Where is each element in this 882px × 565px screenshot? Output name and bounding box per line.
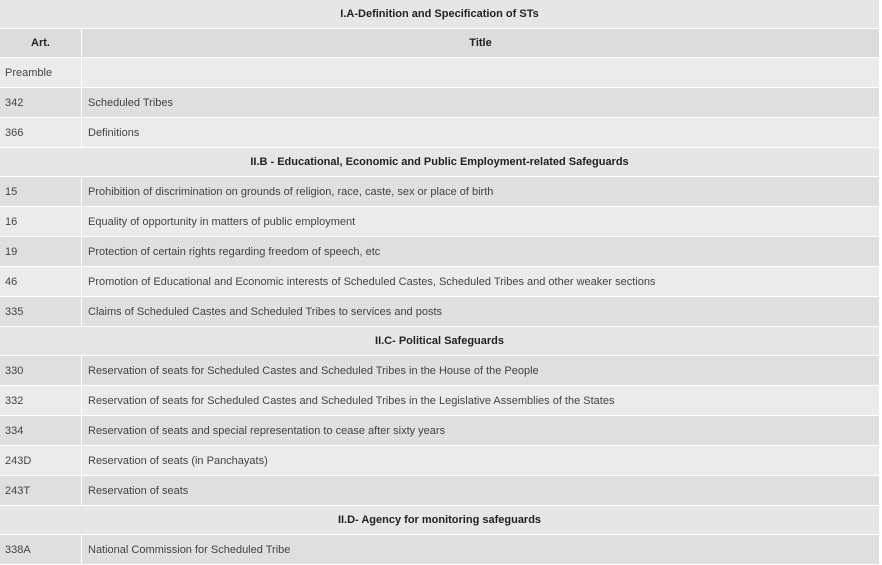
article-title: National Commission for Scheduled Tribe	[82, 535, 880, 565]
article-title: Reservation of seats for Scheduled Castes and Scheduled Tribes in the House of the People	[82, 356, 880, 386]
article-title: Reservation of seats and special representation to cease after sixty years	[82, 416, 880, 446]
section-heading: II.D- Agency for monitoring safeguards	[0, 506, 880, 535]
article-title: Claims of Scheduled Castes and Scheduled Tribes to services and posts	[82, 297, 880, 327]
article-number: 19	[0, 237, 82, 267]
column-header-row	[0, 29, 880, 58]
article-number: Preamble	[0, 58, 82, 88]
table-row	[0, 88, 880, 118]
table-row	[0, 207, 880, 237]
article-title: Protection of certain rights regarding freedom of speech, etc	[82, 237, 880, 267]
column-header-art: Art.	[0, 29, 82, 58]
table-row	[0, 267, 880, 297]
table-row	[0, 446, 880, 476]
table-row	[0, 177, 880, 207]
section-header-row	[0, 506, 880, 535]
article-number: 330	[0, 356, 82, 386]
article-number: 334	[0, 416, 82, 446]
article-title: Equality of opportunity in matters of public employment	[82, 207, 880, 237]
article-number: 15	[0, 177, 82, 207]
table-row	[0, 237, 880, 267]
column-header-title: Title	[82, 29, 880, 58]
section-heading: I.A-Definition and Specification of STs	[0, 0, 880, 29]
article-number: 243T	[0, 476, 82, 506]
table-row	[0, 356, 880, 386]
article-number: 16	[0, 207, 82, 237]
article-number: 342	[0, 88, 82, 118]
table-row	[0, 118, 880, 148]
section-header-row	[0, 0, 880, 29]
article-title: Definitions	[82, 118, 880, 148]
table-row	[0, 58, 880, 88]
table-row	[0, 416, 880, 446]
article-title: Reservation of seats for Scheduled Castes and Scheduled Tribes in the Legislative Assemblies of the States	[82, 386, 880, 416]
article-number: 366	[0, 118, 82, 148]
section-heading: II.B - Educational, Economic and Public Employment-related Safeguards	[0, 148, 880, 177]
table-row	[0, 476, 880, 506]
article-number: 332	[0, 386, 82, 416]
article-number: 338A	[0, 535, 82, 565]
section-heading: II.C- Political Safeguards	[0, 327, 880, 356]
article-title: Prohibition of discrimination on grounds of religion, race, caste, sex or place of birth	[82, 177, 880, 207]
article-title: Scheduled Tribes	[82, 88, 880, 118]
table-row	[0, 297, 880, 327]
section-header-row	[0, 327, 880, 356]
section-header-row	[0, 148, 880, 177]
table-row	[0, 535, 880, 565]
table-row	[0, 386, 880, 416]
article-number: 243D	[0, 446, 82, 476]
article-title	[82, 58, 880, 88]
article-title: Reservation of seats (in Panchayats)	[82, 446, 880, 476]
article-number: 335	[0, 297, 82, 327]
article-title: Reservation of seats	[82, 476, 880, 506]
article-number: 46	[0, 267, 82, 297]
article-title: Promotion of Educational and Economic interests of Scheduled Castes, Scheduled Tribes and other weaker sections	[82, 267, 880, 297]
